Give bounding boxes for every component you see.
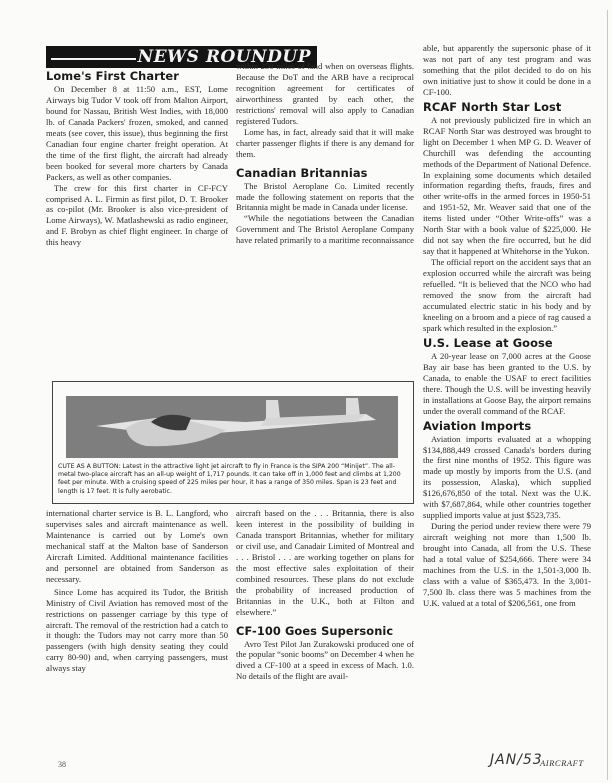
heading-goose: U.S. Lease at Goose <box>423 335 553 350</box>
lome-paragraph-3: Since Lome has acquired its Tudor, the British Ministry of Civil Aviation has removed most of the restrictions on passenger carriage by this type of aircraft. The removal of the restriction had a catch to it though: the Tudors may not carry more than 50 passengers (with high density seating they could carry 80-90) and, when carrying passengers, must always stay <box>46 586 228 674</box>
imports-paragraph-1: Aviation imports evaluated at a whopping $134,888,449 crossed Canada's borders during the first nine months of 1952. This figure was made up mostly by imports from the U.S. (and its possession, Alaska), which supplied $126,676,850 of the total. Next was the U.K. with $7,687,864, while other countries together supplied imports value at just $523,735. <box>423 433 591 521</box>
lome-paragraph-4: Lome has, in fact, already said that it will make charter passenger flights if there is any demand for them. <box>236 126 414 159</box>
goose-paragraph-1: A 20-year lease on 7,000 acres at the Goose Bay air base has been granted to the U.S. by Canada, to enable the USAF to erect facilities there. Though the U.S. will be investing heavily in installations at Goose Bay, the airport remains under the overall command of the RCAF. <box>423 350 591 416</box>
britannias-paragraph-2: “While the negotiations between the Canadian Government and The Bristol Aeroplane Company have related primarily to a maritime reconnaissance <box>236 213 415 246</box>
lome-paragraph-2: The crew for this first charter in CF-FCY comprised A. L. Firmin as first pilot, D. T. Brooker as co-pilot (Mr. Brooker is also vice-president of Lome Airways), W. Matlashewski as radio engineer, and F. Brobyn as chief flight engineer. In charge of this heavy <box>46 182 228 248</box>
heading-cf100: CF-100 Goes Supersonic <box>236 623 394 638</box>
lome-paragraph-1: On December 8 at 11:50 a.m., EST, Lome Airways big Tudor V took off from Malton Airport, bound for Nassau, British West Indies, with 18,000 lb. of Canada Packers' frozen, smoked, and canned meats (see cover, this issue), thus beginning the first Canadian four engine charter freight operation. At the time of the first flight, the aircraft had already been booked for several more charters by Canada Packers, as well as other companies. <box>46 84 228 182</box>
heading-lome: Lome's First Charter <box>46 69 179 83</box>
column-2-top <box>236 61 414 246</box>
page-number: 38 <box>58 760 66 769</box>
cf100-paragraph-1: Avro Test Pilot Jan Zurakowski produced one of the popular “sonic booms” on December 4 when he dived a CF-100 at a speed in excess of Mach. 1.0. No details of the flight are avail- <box>236 638 414 682</box>
page-edge <box>607 10 608 780</box>
aircraft-illustration <box>66 396 398 458</box>
heading-britannias: Canadian Britannias <box>236 165 368 180</box>
photo-caption: CUTE AS A BUTTON: Latest in the attractive light jet aircraft to fly in France is the SIPA 200 “Minijet”. The all-metal two-place aircraft has an all-up weight of 1,717 pounds. It can take off in 1,000 feet and climbs at 1,200 feet per minute. With a cruising speed of 225 miles per hour, it has a range of 350 miles. Span is 23 feet and length is 17 feet. It is fully aerobatic. <box>58 463 401 495</box>
lome-paragraph-3-continued: within 250 miles of land when on overseas flights. Because the DoT and the ARB have a reciprocal recognition agreement for certificates of airworthiness granted by each other, the restrictions' removal will also apply to Canadian registered Tudors. <box>236 61 414 126</box>
banner-rule <box>51 58 136 60</box>
column-3 <box>423 43 591 609</box>
magazine-name: AIRCRAFT <box>540 758 584 768</box>
imports-paragraph-2: During the period under review there were 79 aircraft weighing not more than 1,500 lb. brought into Canada, all from the U.S. These had a total value of $254,666. There were 34 machines from the U.S. in the 1,501-3,000 lb. class with a value of $365,473. In the 3,001-7,500 lb. class there was 5 machines from the U.K. valued at a total of $206,561, one from <box>423 521 591 608</box>
heading-northstar: RCAF North Star Lost <box>423 99 562 114</box>
banner-title: NEWS ROUNDUP <box>137 47 311 67</box>
column-1-bottom <box>46 508 228 674</box>
northstar-paragraph-2: The official report on the accident says that an explosion occurred while the aircraft was being refuelled. “It is believed that the NCO who had removed the snow from the aircraft had accumulated electric static in his body and by kneeling on a broom and a piece of rag caused a spark which resulted in the explosion.” <box>423 257 591 333</box>
lome-paragraph-2-continued: international charter service is B. L. Langford, who supervises sales and aircraft maintenance as well. Maintenance is carried out by Lome's own mechanical staff at the Malton base of Sanderson Aircraft Limited. Additional maintenance facilities and personnel are obtained from Sanderson as necessary. <box>46 508 228 584</box>
column-1-top <box>46 67 228 248</box>
cf100-paragraph-1-continued: able, but apparently the supersonic phase of it was not part of any test program and was something that the pilot decided to do on his own initiative just to show it could be done in a CF-100. <box>423 43 591 97</box>
britannias-paragraph-2-continued: aircraft based on the . . . Britannia, there is also keen interest in the possibility of building in Canada transport Britannias, whether for military or civil use, and Canadair Limited of Montreal and . . . Bristol . . . are working together on plans for the most effective sales exploitation of their combined resources. These plans do not exclude the probability of increased production of Britannias in the U.K., both at Filton and elsewhere.” <box>236 508 414 617</box>
aircraft-photo <box>66 396 398 458</box>
handwritten-date: JAN/53 <box>490 752 543 768</box>
britannias-paragraph-1: The Bristol Aeroplane Co. Limited recently made the following statement on reports that the Britannia might be made in Canada under license. <box>236 180 414 213</box>
northstar-paragraph-1: A not previously publicized fire in which an RCAF North Star was destroyed was brought to light on December 1 when MP G. D. Weaver of Churchill was defending the accounting methods of the Department of National Defence. In explaining some documents which detailed information regarding thefts, frauds, fires and other write-offs in the armed forces in 1950-51 and 1951-52, Mr. Weaver said that one of the items listed under “Other Write-offs” was a North Star with a book value of $225,000. He did not say when the fire occurred, but he did say that it happened at Whitehorse in the Yukon. <box>423 114 591 257</box>
heading-imports: Aviation Imports <box>423 418 532 433</box>
column-2-bottom <box>236 508 414 682</box>
